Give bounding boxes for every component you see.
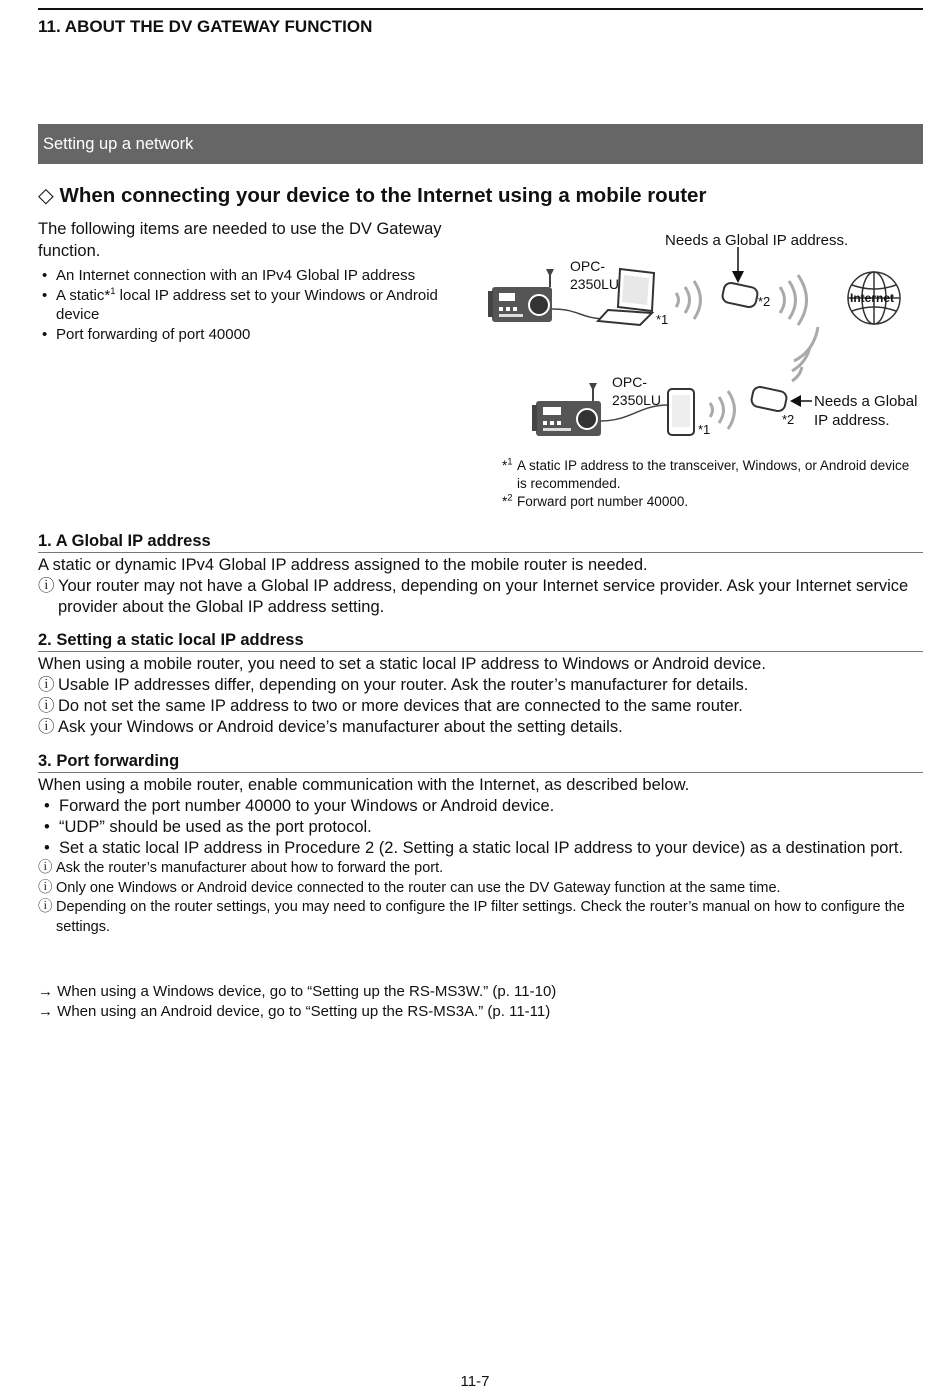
footnote-mark: * bbox=[502, 494, 508, 509]
info-note-text: Only one Windows or Android device connected to the router can use the DV Gateway function at the same time. bbox=[56, 879, 781, 896]
list-item bbox=[38, 266, 458, 286]
superscript: 1 bbox=[110, 285, 116, 297]
info-icon: ⓘ bbox=[38, 697, 55, 715]
info-note bbox=[38, 717, 923, 738]
intro bbox=[38, 218, 458, 344]
section-heading: 1. A Global IP address bbox=[38, 531, 923, 553]
cross-reference-text: When using an Android device, go to “Setting up the RS-MS3A.” (p. 11-11) bbox=[57, 1002, 551, 1020]
cable-label: 2350LU bbox=[612, 392, 662, 408]
footnote-number: 2 bbox=[507, 492, 513, 504]
smartphone-icon bbox=[668, 389, 694, 435]
footnote-marker: *1 bbox=[698, 422, 711, 437]
section-heading: 3. Port forwarding bbox=[38, 751, 923, 773]
bullet-item: • Set a static local IP address in Procedure 2 (2. Setting a static local IP address to your device) as a destination port. bbox=[38, 838, 923, 859]
cable-label: OPC- bbox=[612, 374, 647, 390]
list-item-text: A static* bbox=[56, 286, 111, 304]
router-icon bbox=[721, 282, 758, 309]
arrow-right-icon: → bbox=[38, 1002, 53, 1020]
router-icon bbox=[750, 386, 787, 413]
wireless-waves-icon bbox=[710, 391, 735, 429]
wireless-waves-icon bbox=[792, 327, 818, 381]
info-icon: ⓘ bbox=[38, 718, 55, 736]
wireless-waves-icon bbox=[676, 281, 701, 319]
footnote-marker: *2 bbox=[782, 412, 795, 427]
footnote-number: 1 bbox=[507, 456, 513, 468]
arrow-right-icon: → bbox=[38, 983, 53, 1000]
section-port-forwarding bbox=[38, 751, 923, 937]
footnote-text: Forward port number 40000. bbox=[517, 494, 689, 509]
internet-label: Internet bbox=[850, 291, 895, 305]
list-item bbox=[38, 286, 458, 325]
arrow-left-icon bbox=[790, 395, 801, 407]
intro-lead: The following items are needed to use the DV Gateway function. bbox=[38, 220, 442, 260]
subsection-title-text: When connecting your device to the Internet using a mobile router bbox=[59, 184, 707, 207]
chapter-title: 11. ABOUT THE DV GATEWAY FUNCTION bbox=[38, 17, 373, 36]
section-heading: 2. Setting a static local IP address bbox=[38, 630, 923, 652]
info-note-text: Ask the router’s manufacturer about how to forward the port. bbox=[56, 860, 444, 876]
info-note-text: Do not set the same IP address to two or more devices that are connected to the same router. bbox=[58, 697, 743, 715]
top-rule bbox=[38, 8, 923, 10]
info-icon: ⓘ bbox=[38, 879, 53, 896]
info-note-text: Usable IP addresses differ, depending on your router. Ask the router’s manufacturer for details. bbox=[58, 676, 749, 694]
footnotes bbox=[502, 457, 922, 511]
section-body: A static or dynamic IPv4 Global IP address assigned to the mobile router is needed. bbox=[38, 556, 648, 574]
cross-references bbox=[38, 982, 923, 1021]
list-item-text: local IP address set to your Windows or Android device bbox=[56, 286, 438, 323]
info-icon: ⓘ bbox=[38, 577, 55, 595]
footnote bbox=[502, 457, 922, 493]
info-note-text: Your router may not have a Global IP address, depending on your Internet service provider. Ask your Internet service provider about the Global IP address setting. bbox=[58, 577, 909, 616]
page-number: 11-7 bbox=[460, 1373, 490, 1390]
transceiver-icon bbox=[488, 269, 554, 322]
info-note-text: Ask your Windows or Android device’s manufacturer about the setting details. bbox=[58, 718, 623, 736]
bullet-item: • Forward the port number 40000 to your Windows or Android device. bbox=[38, 796, 923, 817]
info-icon: ⓘ bbox=[38, 899, 53, 915]
footnote bbox=[502, 493, 922, 511]
subsection-title bbox=[38, 183, 706, 208]
info-icon: ⓘ bbox=[38, 676, 55, 694]
cross-reference[interactable] bbox=[38, 1002, 923, 1022]
bullet-item: • “UDP” should be used as the port protocol. bbox=[38, 817, 923, 838]
section-static-local-ip bbox=[38, 630, 923, 738]
global-ip-label: Needs a Global IP address. bbox=[665, 232, 849, 249]
footnote-marker: *1 bbox=[656, 312, 669, 327]
arrow-down-icon bbox=[732, 271, 744, 283]
info-icon: ⓘ bbox=[38, 860, 53, 876]
section-body: When using a mobile router, you need to set a static local IP address to Windows or Android device. bbox=[38, 655, 766, 673]
requirements-list bbox=[38, 266, 458, 344]
section-body: When using a mobile router, enable communication with the Internet, as described below. bbox=[38, 776, 690, 794]
info-note bbox=[38, 879, 923, 899]
section-global-ip bbox=[38, 531, 923, 618]
global-ip-label: Needs a Global bbox=[814, 393, 918, 410]
footnote-marker: *2 bbox=[758, 294, 771, 309]
list-item-text: Port forwarding of port 40000 bbox=[56, 325, 251, 343]
info-note bbox=[38, 576, 923, 618]
list-item bbox=[38, 325, 458, 345]
network-diagram bbox=[480, 225, 940, 450]
footnote-text: A static IP address to the transceiver, Windows, or Android device is recommended. bbox=[517, 458, 910, 491]
cross-reference-text: When using a Windows device, go to “Setting up the RS-MS3W.” (p. 11-10) bbox=[57, 983, 557, 1000]
info-note bbox=[38, 675, 923, 696]
footnote-mark: * bbox=[502, 458, 508, 473]
info-note bbox=[38, 696, 923, 717]
section-bar: Setting up a network bbox=[38, 124, 923, 164]
global-ip-label: IP address. bbox=[814, 412, 890, 429]
transceiver-icon bbox=[532, 383, 601, 436]
info-note-text: Depending on the router settings, you may need to configure the IP filter settings. Check the router’s manual on how to configure the settings. bbox=[56, 899, 905, 935]
wireless-waves-icon bbox=[780, 275, 807, 325]
diamond-icon: ◇ bbox=[38, 184, 54, 207]
info-note bbox=[38, 859, 923, 879]
cable-line bbox=[552, 309, 608, 319]
cross-reference[interactable] bbox=[38, 982, 923, 1002]
cable-label: OPC- bbox=[570, 258, 605, 274]
list-item-text: An Internet connection with an IPv4 Global IP address bbox=[56, 267, 416, 284]
cable-label: 2350LU bbox=[570, 276, 620, 292]
info-note bbox=[38, 898, 923, 937]
